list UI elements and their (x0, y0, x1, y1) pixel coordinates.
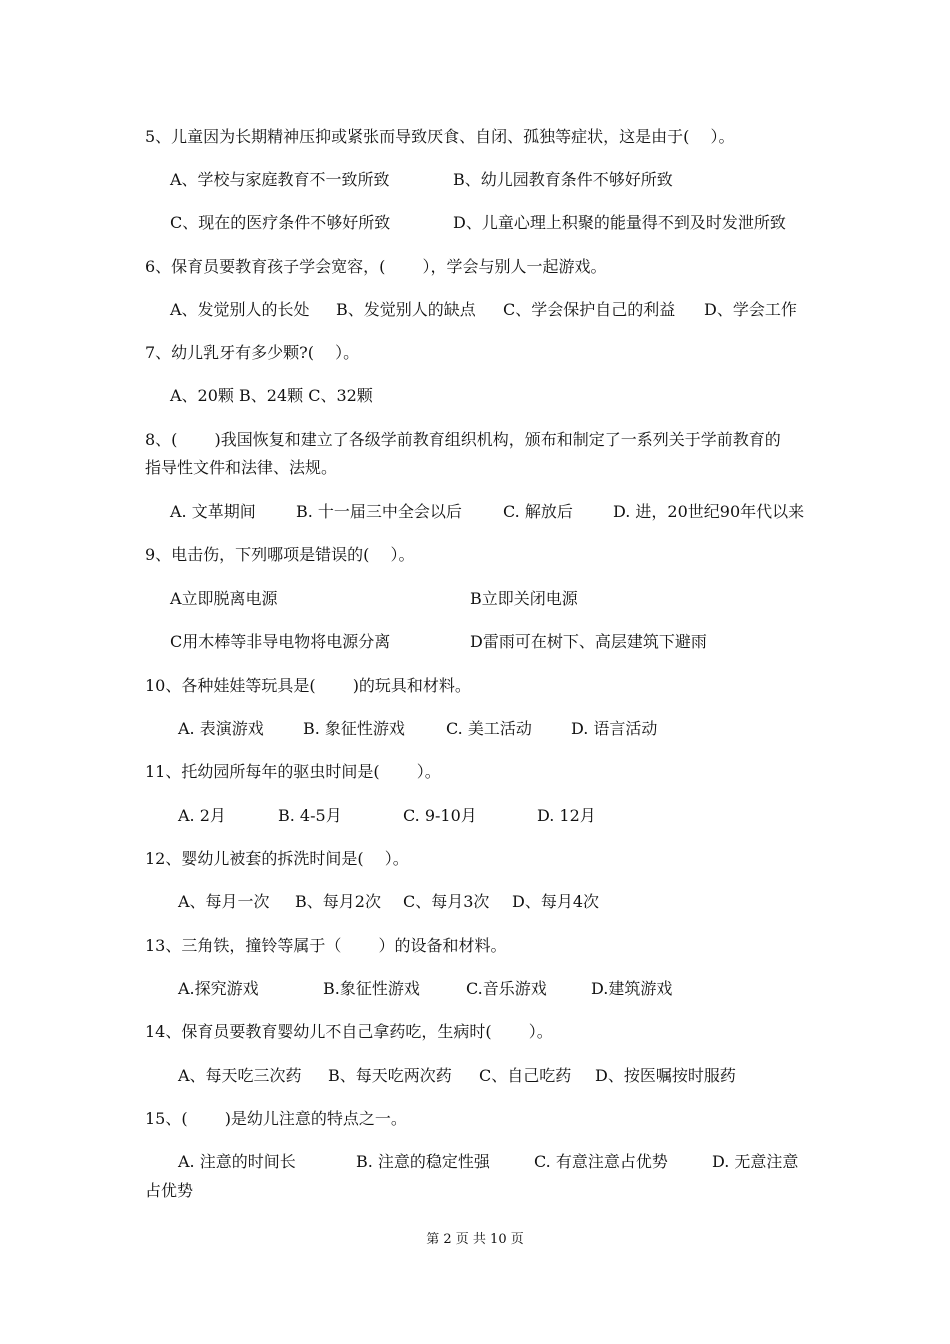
question-12-stem: 12、婴幼儿被套的拆洗时间是( ）。 (145, 849, 409, 868)
question-10-stem: 10、各种娃娃等玩具是( )的玩具和材料。 (145, 676, 471, 695)
question-7-options: A、20颗 B、24颗 C、32颗 (170, 386, 373, 405)
question-9-option-b: B立即关闭电源 (470, 589, 578, 608)
question-14-stem: 14、保育员要教育婴幼儿不自己拿药吃，生病时( ）。 (145, 1022, 553, 1041)
question-11-option-a: A. 2月 (178, 806, 226, 825)
question-9-option-c: C用木棒等非导电物将电源分离 (170, 632, 391, 651)
question-10-option-c: C. 美工活动 (446, 719, 532, 738)
question-10-option-d: D. 语言活动 (571, 719, 658, 738)
question-15-option-d: D. 无意注意 (712, 1152, 799, 1171)
question-7-stem: 7、幼儿乳牙有多少颗?( ）。 (145, 343, 360, 362)
question-11-option-c: C. 9-10月 (403, 806, 477, 825)
question-13-stem: 13、三角铁，撞铃等属于（ ）的设备和材料。 (145, 936, 507, 955)
question-12-option-d: D、每月4次 (512, 892, 600, 911)
question-5-stem: 5、儿童因为长期精神压抑或紧张而导致厌食、自闭、孤独等症状，这是由于( ）。 (145, 127, 735, 146)
question-8-stem-line-1: 8、( )我国恢复和建立了各级学前教育组织机构，颁布和制定了一系列关于学前教育的 (145, 430, 781, 449)
question-13-option-c: C.音乐游戏 (466, 979, 547, 998)
question-15-option-d-continuation: 占优势 (145, 1181, 194, 1200)
question-13-option-a: A.探究游戏 (178, 979, 259, 998)
question-9-stem: 9、电击伤，下列哪项是错误的( ）。 (145, 545, 415, 564)
question-8-option-d: D. 进，20世纪90年代以来 (613, 502, 805, 521)
question-5-option-a: A、学校与家庭教育不一致所致 (170, 170, 390, 189)
question-8-option-c: C. 解放后 (503, 502, 573, 521)
question-6-option-b: B、发觉别人的缺点 (336, 300, 476, 319)
question-10-option-b: B. 象征性游戏 (303, 719, 405, 738)
question-15-option-b: B. 注意的稳定性强 (356, 1152, 490, 1171)
question-15-option-c: C. 有意注意占优势 (534, 1152, 668, 1171)
question-12-option-a: A、每月一次 (178, 892, 270, 911)
question-9-option-d: D雷雨可在树下、高层建筑下避雨 (470, 632, 707, 651)
question-5-option-d: D、儿童心理上积聚的能量得不到及时发泄所致 (453, 213, 786, 232)
question-5-option-b: B、幼儿园教育条件不够好所致 (453, 170, 673, 189)
question-8-option-a: A. 文革期间 (170, 502, 256, 521)
question-6-stem: 6、保育员要教育孩子学会宽容，( ），学会与别人一起游戏。 (145, 257, 607, 276)
question-15-option-a: A. 注意的时间长 (178, 1152, 296, 1171)
question-13-option-d: D.建筑游戏 (591, 979, 673, 998)
question-8-option-b: B. 十一届三中全会以后 (296, 502, 462, 521)
page-number-footer: 第 2 页 共 10 页 (426, 1232, 524, 1247)
question-6-option-c: C、学会保护自己的利益 (503, 300, 676, 319)
question-12-option-b: B、每月2次 (295, 892, 381, 911)
question-14-option-a: A、每天吃三次药 (178, 1066, 302, 1085)
question-6-option-a: A、发觉别人的长处 (170, 300, 310, 319)
question-6-option-d: D、学会工作 (704, 300, 797, 319)
question-13-option-b: B.象征性游戏 (323, 979, 420, 998)
question-9-option-a: A立即脱离电源 (170, 589, 278, 608)
question-11-stem: 11、托幼园所每年的驱虫时间是( ）。 (145, 762, 441, 781)
question-14-option-c: C、自己吃药 (479, 1066, 572, 1085)
question-11-option-d: D. 12月 (537, 806, 596, 825)
question-5-option-c: C、现在的医疗条件不够好所致 (170, 213, 391, 232)
question-12-option-c: C、每月3次 (403, 892, 490, 911)
question-10-option-a: A. 表演游戏 (178, 719, 264, 738)
question-15-stem: 15、( )是幼儿注意的特点之一。 (145, 1109, 407, 1128)
question-14-option-b: B、每天吃两次药 (328, 1066, 452, 1085)
question-11-option-b: B. 4-5月 (278, 806, 342, 825)
question-8-stem-line-2: 指导性文件和法律、法规。 (145, 458, 338, 477)
question-14-option-d: D、按医嘱按时服药 (595, 1066, 736, 1085)
